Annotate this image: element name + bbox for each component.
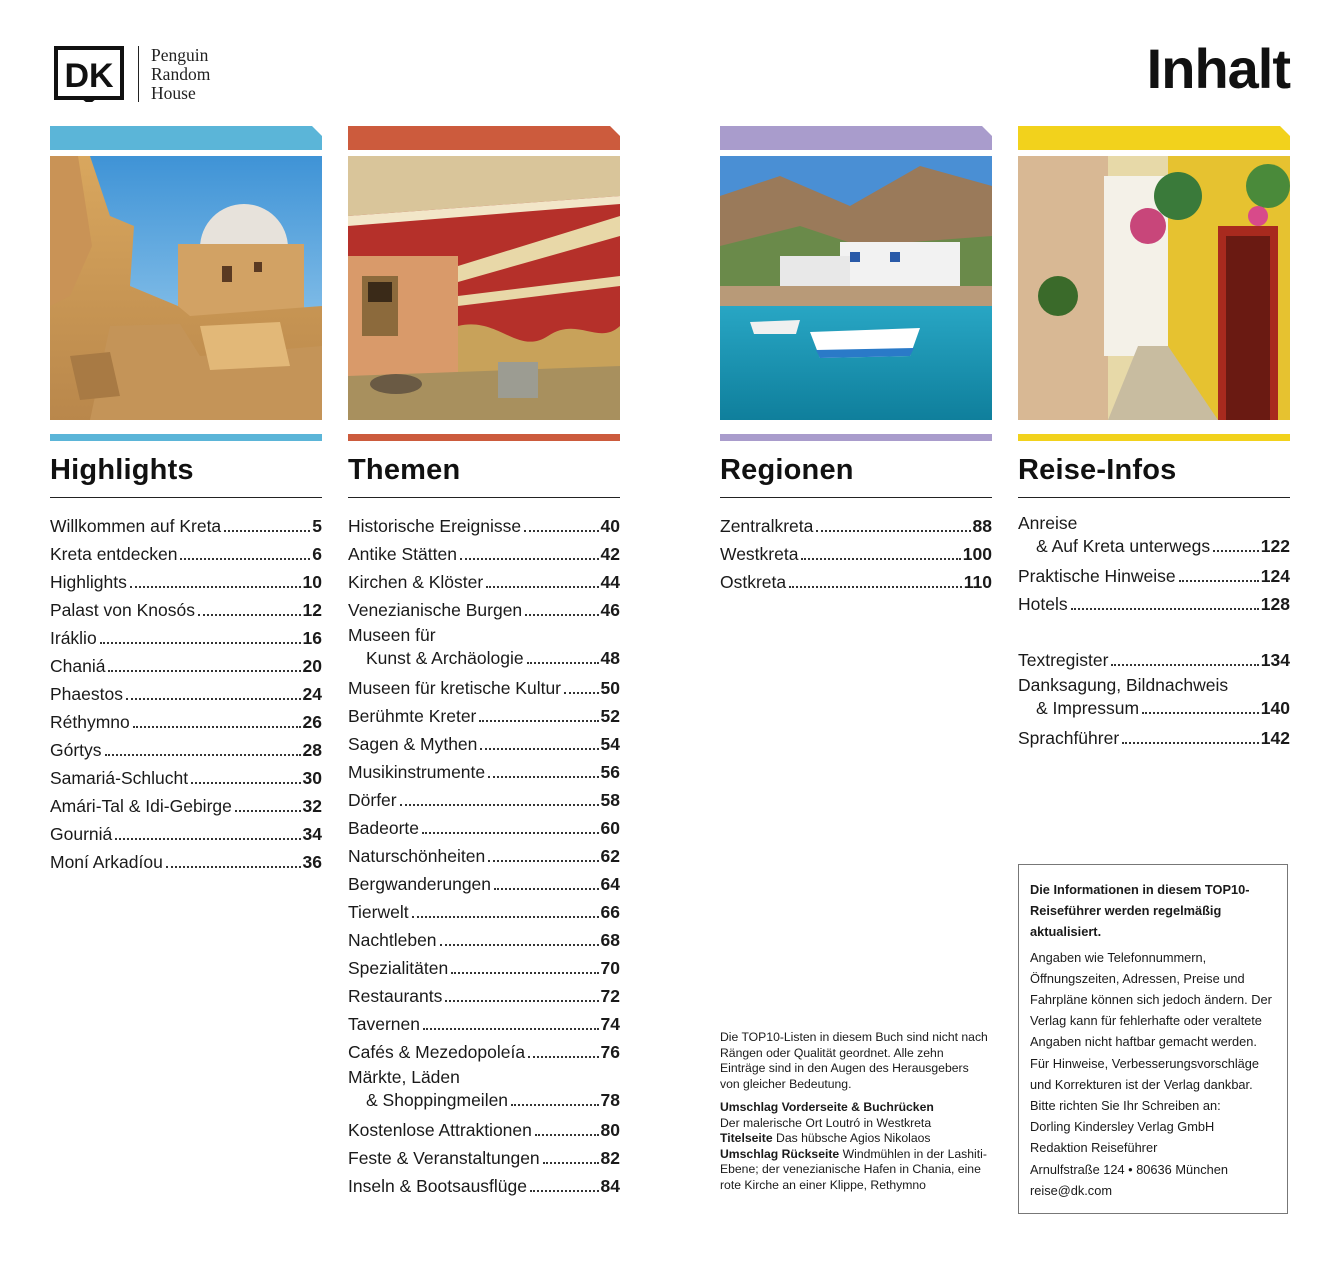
toc-page-number: 42 <box>600 544 620 564</box>
toc-entry-label: Naturschönheiten <box>348 846 486 866</box>
toc-entry-label: Samariá-Schlucht <box>50 768 189 788</box>
toc-entry-label: Antike Stätten <box>348 544 457 564</box>
toc-list <box>1018 512 1290 752</box>
dot-leader <box>528 1056 598 1058</box>
dot-leader <box>543 1162 599 1164</box>
dot-leader <box>422 832 599 834</box>
toc-page-number: 66 <box>600 902 620 922</box>
toc-page-number: 60 <box>600 818 620 838</box>
minoan-palace-room-photo <box>348 156 620 420</box>
toc-entry-label: Sagen & Mythen <box>348 734 478 754</box>
toc-entry[interactable] <box>50 764 322 792</box>
section-tab <box>720 126 992 150</box>
toc-page-number: 26 <box>302 712 322 732</box>
section-bar <box>50 434 322 441</box>
dot-leader <box>527 662 599 664</box>
cover-back-label: Umschlag Rückseite <box>720 1146 840 1161</box>
toc-page-number: 46 <box>600 600 620 620</box>
toc-entry-label: Willkommen auf Kreta <box>50 516 222 536</box>
title-page-label: Titelseite <box>720 1131 773 1145</box>
toc-page-number: 54 <box>600 734 620 754</box>
top10-note: Die TOP10-Listen in diesem Buch sind nicht nach Rängen oder Qualität geordnet. Alle zehn Einträge sind in den Augen des Herausgebers von gleicher Bedeutung. <box>720 1030 988 1091</box>
toc-entry[interactable] <box>348 596 620 624</box>
toc-entry[interactable] <box>348 1038 620 1066</box>
toc-entry[interactable] <box>348 1172 620 1200</box>
toc-entry[interactable] <box>348 1116 620 1144</box>
dot-leader <box>1179 580 1259 582</box>
toc-entry-label: Sprachführer <box>1018 728 1120 748</box>
toc-list <box>348 512 620 1200</box>
toc-entry[interactable] <box>50 652 322 680</box>
toc-entry[interactable] <box>348 926 620 954</box>
section-regionen <box>720 126 992 596</box>
toc-entry-label: Palast von Knosós <box>50 600 195 620</box>
toc-entry[interactable] <box>1018 590 1290 618</box>
dot-leader <box>1122 742 1259 744</box>
dot-leader <box>412 916 599 918</box>
dot-leader <box>511 1104 598 1106</box>
toc-page-number: 80 <box>600 1120 620 1140</box>
title-page-text: Das hübsche Agios Nikolaos <box>772 1131 931 1145</box>
dot-leader <box>198 614 301 616</box>
section-tab <box>50 126 322 150</box>
toc-entry-line <box>1018 534 1290 558</box>
publisher-logo <box>54 46 210 102</box>
toc-page-number: 12 <box>302 600 322 620</box>
toc-entry[interactable] <box>720 540 992 568</box>
toc-page-number: 48 <box>600 648 620 668</box>
section-highlights <box>50 126 322 876</box>
toc-entry[interactable] <box>348 702 620 730</box>
toc-entry-label-continued: Kunst & Archäologie <box>366 648 524 668</box>
toc-entry-line <box>348 1088 620 1112</box>
toc-entry[interactable] <box>348 540 620 568</box>
dot-leader <box>445 1000 598 1002</box>
toc-entry[interactable] <box>1018 562 1290 590</box>
dot-leader <box>126 698 301 700</box>
dot-leader <box>108 670 300 672</box>
toc-entry[interactable] <box>50 540 322 568</box>
dot-leader <box>1142 712 1259 714</box>
toc-entry-label: Spezialitäten <box>348 958 449 978</box>
toc-entry-label: Iráklio <box>50 628 97 648</box>
dot-leader <box>166 866 301 868</box>
toc-entry-label: Ostkreta <box>720 572 787 592</box>
toc-page-number: 72 <box>600 986 620 1006</box>
toc-entry[interactable] <box>348 842 620 870</box>
toc-page-number: 40 <box>600 516 620 536</box>
toc-entry-label: Amári-Tal & Idi-Gebirge <box>50 796 232 816</box>
toc-entry[interactable] <box>348 624 620 674</box>
dot-leader <box>115 838 300 840</box>
section-reise-infos <box>1018 126 1290 752</box>
toc-entry[interactable] <box>348 512 620 540</box>
dot-leader <box>400 804 599 806</box>
section-tab <box>1018 126 1290 150</box>
toc-page-number: 88 <box>972 516 992 536</box>
toc-entry-label: Gourniá <box>50 824 113 844</box>
toc-page-number: 56 <box>600 762 620 782</box>
toc-page-number: 24 <box>302 684 322 704</box>
toc-entry[interactable] <box>50 848 322 876</box>
toc-page-number: 16 <box>302 628 322 648</box>
cover-front-label: Umschlag Vorderseite & Buchrücken <box>720 1100 934 1114</box>
dot-leader <box>180 558 310 560</box>
section-rule <box>50 497 322 498</box>
dot-leader <box>801 558 960 560</box>
dk-letters: DK <box>64 57 114 95</box>
toc-page-number: 34 <box>302 824 322 844</box>
toc-entry[interactable] <box>50 568 322 596</box>
toc-entry-label: Kirchen & Klöster <box>348 572 484 592</box>
section-title: Highlights <box>50 454 194 486</box>
toc-entry[interactable] <box>348 730 620 758</box>
toc-entry-label: Anreise <box>1018 513 1078 533</box>
section-themen <box>348 126 620 1200</box>
toc-entry-label: Tierwelt <box>348 902 409 922</box>
toc-page-number: 52 <box>600 706 620 726</box>
dot-leader <box>1071 608 1259 610</box>
toc-entry-label: Zentralkreta <box>720 516 814 536</box>
toc-entry[interactable] <box>50 708 322 736</box>
toc-entry-label: Venezianische Burgen <box>348 600 523 620</box>
toc-list <box>720 512 992 596</box>
info-address-line: Redaktion Reiseführer <box>1030 1140 1158 1156</box>
toc-entry-label: Cafés & Mezedopoleía <box>348 1042 526 1062</box>
toc-page-number: 84 <box>600 1176 620 1196</box>
toc-entry-label: Restaurants <box>348 986 443 1006</box>
toc-entry[interactable] <box>50 820 322 848</box>
toc-entry[interactable] <box>348 674 620 702</box>
toc-entry[interactable] <box>50 596 322 624</box>
toc-entry[interactable] <box>1018 512 1290 562</box>
section-bar <box>1018 434 1290 441</box>
toc-entry[interactable] <box>348 1066 620 1116</box>
dot-leader <box>524 530 598 532</box>
toc-entry[interactable] <box>348 1144 620 1172</box>
toc-entry-label: Museen für <box>348 625 436 645</box>
toc-entry[interactable] <box>348 814 620 842</box>
toc-page-number: 58 <box>600 790 620 810</box>
dot-leader <box>479 720 598 722</box>
section-title: Regionen <box>720 454 854 486</box>
toc-entry-label: Berühmte Kreter <box>348 706 477 726</box>
toc-entry[interactable] <box>348 954 620 982</box>
toc-entry[interactable] <box>348 758 620 786</box>
toc-entry-label: Bergwanderungen <box>348 874 492 894</box>
toc-page-number: 78 <box>600 1090 620 1110</box>
info-address-line: Arnulfstraße 124 • 80636 München <box>1030 1161 1228 1177</box>
toc-page-number: 32 <box>302 796 322 816</box>
dot-leader <box>440 944 599 946</box>
toc-entry-label: Feste & Veranstaltungen <box>348 1148 540 1168</box>
toc-entry[interactable] <box>348 1010 620 1038</box>
toc-entry-label: Danksagung, Bildnachweis <box>1018 675 1229 695</box>
dot-leader <box>1213 550 1259 552</box>
toc-page-number: 50 <box>600 678 620 698</box>
toc-page-number: 5 <box>312 516 322 536</box>
toc-entry-label: Märkte, Läden <box>348 1067 460 1087</box>
toc-entry-label: Inseln & Bootsausflüge <box>348 1176 528 1196</box>
toc-entry-label: Tavernen <box>348 1014 420 1034</box>
toc-entry[interactable] <box>50 736 322 764</box>
toc-entry[interactable] <box>348 982 620 1010</box>
info-heading: Die Informationen in diesem TOP10-Reiseführer werden regelmäßig aktualisiert. <box>1030 882 1250 940</box>
dot-leader <box>488 860 598 862</box>
toc-entry-label-continued: & Auf Kreta unterwegs <box>1036 536 1211 556</box>
toc-page-number: 6 <box>312 544 322 564</box>
section-title: Reise-Infos <box>1018 454 1177 486</box>
toc-page-number: 128 <box>1260 594 1290 614</box>
dot-leader <box>130 586 301 588</box>
toc-entry[interactable] <box>720 512 992 540</box>
toc-entry[interactable] <box>1018 674 1290 724</box>
dot-leader <box>451 972 598 974</box>
dot-leader <box>100 642 301 644</box>
toc-entry-label: Dörfer <box>348 790 397 810</box>
toc-entry-label: Museen für kretische Kultur <box>348 678 562 698</box>
dot-leader <box>494 888 599 890</box>
toc-page-number: 100 <box>962 544 992 564</box>
fortress-dome-photo <box>50 156 322 420</box>
toc-entry-label: Chaniá <box>50 656 106 676</box>
dot-leader <box>460 558 599 560</box>
toc-entry-label: Kreta entdecken <box>50 544 178 564</box>
toc-entry-label: Westkreta <box>720 544 799 564</box>
toc-page-number: 68 <box>600 930 620 950</box>
dot-leader <box>423 1028 599 1030</box>
editorial-notes <box>720 1030 990 1193</box>
info-body: Angaben wie Telefonnummern, Öffnungszeiten, Adressen, Preise und Fahrpläne können sich jedoch ändern. Der Verlag kann für fehlerhafte oder veraltete Angaben nicht haftbar gemacht werden. Für Hinweise, Verbesserungsvorschläge und Korrekturen ist der Verlag dankbar. Bitte richten Sie Ihr Schreiben an: <box>1030 949 1272 1114</box>
toc-entry-label: Hotels <box>1018 594 1068 614</box>
toc-page-number: 74 <box>600 1014 620 1034</box>
toc-page-number: 134 <box>1260 650 1290 670</box>
info-box <box>1018 864 1288 1214</box>
toc-page-number: 124 <box>1260 566 1290 586</box>
toc-entry[interactable] <box>348 568 620 596</box>
toc-entry-label-continued: & Impressum <box>1036 698 1140 718</box>
toc-entry[interactable] <box>50 680 322 708</box>
section-title: Themen <box>348 454 461 486</box>
toc-entry-label: Badeorte <box>348 818 420 838</box>
info-address-line: Dorling Kindersley Verlag GmbH <box>1030 1119 1215 1135</box>
dot-leader <box>191 782 300 784</box>
toc-entry-label: Phaestos <box>50 684 123 704</box>
toc-entry-label: Textregister <box>1018 650 1109 670</box>
toc-page-number: 76 <box>600 1042 620 1062</box>
toc-entry-label: Highlights <box>50 572 127 592</box>
dot-leader <box>789 586 962 588</box>
toc-page-number: 64 <box>600 874 620 894</box>
dk-logo-icon <box>54 46 124 102</box>
section-bar <box>720 434 992 441</box>
toc-entry[interactable] <box>50 792 322 820</box>
cover-back-text: Windmühlen in der Lashiti-Ebene; der venezianische Hafen in Chania, eine rote Kirche an einer Klippe, Rethymno <box>720 1146 987 1192</box>
toc-page-number: 70 <box>600 958 620 978</box>
toc-page-number: 62 <box>600 846 620 866</box>
dot-leader <box>525 614 598 616</box>
toc-entry[interactable] <box>1018 724 1290 752</box>
dot-leader <box>105 754 301 756</box>
toc-entry-label: Górtys <box>50 740 102 760</box>
toc-entry[interactable] <box>348 870 620 898</box>
toc-page-number: 122 <box>1260 536 1290 556</box>
dot-leader <box>480 748 598 750</box>
toc-page-number: 44 <box>600 572 620 592</box>
penguin-random-house-wordmark: Penguin Random House <box>151 44 211 103</box>
toc-entry-label: Nachtleben <box>348 930 437 950</box>
section-rule <box>348 497 620 498</box>
toc-entry-label: Réthymno <box>50 712 130 732</box>
section-tab <box>348 126 620 150</box>
dot-leader <box>133 726 301 728</box>
toc-page-number: 110 <box>963 572 992 592</box>
dot-leader <box>488 776 598 778</box>
dot-leader <box>486 586 598 588</box>
toc-entry-label: Historische Ereignisse <box>348 516 522 536</box>
toc-entry[interactable] <box>1018 646 1290 674</box>
dot-leader <box>235 810 301 812</box>
dot-leader <box>535 1134 599 1136</box>
toc-entry[interactable] <box>720 568 992 596</box>
toc-page-number: 82 <box>600 1148 620 1168</box>
toc-entry-label: Musikinstrumente <box>348 762 486 782</box>
toc-page-number: 142 <box>1260 728 1290 748</box>
cover-credits <box>720 1100 990 1193</box>
toc-entry-label: Moní Arkadíou <box>50 852 163 872</box>
dot-leader <box>816 530 970 532</box>
toc-entry-line <box>348 646 620 670</box>
toc-spacer <box>1018 618 1290 646</box>
dot-leader <box>564 692 599 694</box>
flower-alley-photo <box>1018 156 1290 420</box>
dot-leader <box>1111 664 1258 666</box>
toc-page-number: 30 <box>302 768 322 788</box>
section-rule <box>720 497 992 498</box>
toc-page-number: 140 <box>1260 698 1290 718</box>
toc-entry-label: Kostenlose Attraktionen <box>348 1120 532 1140</box>
dot-leader <box>224 530 310 532</box>
harbour-boats-photo <box>720 156 992 420</box>
toc-entry[interactable] <box>348 786 620 814</box>
toc-page-number: 36 <box>302 852 322 872</box>
toc-page-number: 28 <box>302 740 322 760</box>
page-title: Inhalt <box>1146 37 1290 100</box>
cover-front-text: Der malerische Ort Loutró in Westkreta <box>720 1115 932 1130</box>
section-rule <box>1018 497 1290 498</box>
info-email[interactable]: reise@dk.com <box>1030 1182 1112 1198</box>
toc-entry[interactable] <box>348 898 620 926</box>
logo-divider <box>138 46 139 102</box>
toc-entry[interactable] <box>50 624 322 652</box>
toc-entry[interactable] <box>50 512 322 540</box>
section-bar <box>348 434 620 441</box>
toc-entry-label-continued: & Shoppingmeilen <box>366 1090 509 1110</box>
toc-list <box>50 512 322 876</box>
toc-page-number: 20 <box>302 656 322 676</box>
dot-leader <box>530 1190 599 1192</box>
toc-page-number: 10 <box>302 572 322 592</box>
toc-entry-line <box>1018 696 1290 720</box>
toc-entry-label: Praktische Hinweise <box>1018 566 1176 586</box>
